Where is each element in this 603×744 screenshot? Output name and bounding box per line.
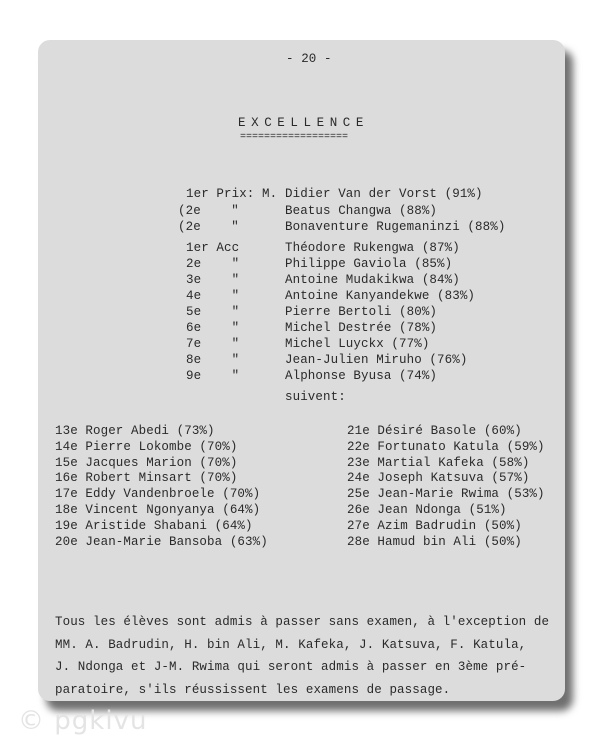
ranking-row: 19e Aristide Shabani (64%) — [55, 518, 253, 533]
paragraph-line: MM. A. Badrudin, H. bin Ali, M. Kafeka, J. Katsuva, F. Katula, — [55, 637, 527, 652]
rank-label: 6e " — [186, 321, 240, 335]
ranking-row: 16e Robert Minsart (70%) — [55, 471, 238, 486]
rank-name: Alphonse Byusa (74%) — [285, 369, 438, 383]
rank-name: Antoine Kanyandekwe (83%) — [285, 289, 476, 303]
rank-name: Pierre Bertoli (80%) — [285, 305, 438, 319]
ranking-row: 23e Martial Kafeka (58%) — [347, 455, 530, 470]
rank-label: 5e " — [186, 305, 240, 319]
rank-label: (2e " — [178, 204, 239, 218]
ranking-row: 18e Vincent Ngonyanya (64%) — [55, 503, 261, 517]
rank-label: 8e " — [186, 353, 240, 367]
rank-name: Beatus Changwa (88%) — [285, 204, 438, 218]
ranking-row: 22e Fortunato Katula (59%) — [347, 439, 545, 454]
title-underline: ================== — [240, 132, 349, 143]
rank-label: 1er Prix: M. — [186, 187, 278, 201]
paragraph-line: Tous les élèves sont admis à passer sans examen, à l'exception de — [55, 615, 550, 629]
ranking-row: 24e Joseph Katsuva (57%) — [347, 471, 530, 486]
paragraph-line: paratoire, s'ils réussissent les examens de passage. — [55, 682, 451, 697]
ranking-row: 13e Roger Abedi (73%) — [55, 424, 215, 438]
paragraph-line: J. Ndonga et J-M. Rwima qui seront admis à passer en 3ème pré- — [55, 660, 527, 674]
ranking-row: 28e Hamud bin Ali (50%) — [347, 534, 522, 549]
ranking-row: 15e Jacques Marion (70%) — [55, 455, 238, 470]
ranking-row: 21e Désiré Basole (60%) — [347, 424, 522, 438]
rank-label: 2e " — [186, 257, 240, 271]
page-title: EXCELLENCE — [238, 116, 370, 130]
rank-name: Philippe Gaviola (85%) — [285, 257, 453, 271]
rank-label: (2e " — [178, 220, 239, 234]
suivent-label: suivent: — [285, 390, 346, 404]
ranking-row: 26e Jean Ndonga (51%) — [347, 503, 507, 517]
rank-name: Bonaventure Rugemaninzi (88%) — [285, 220, 506, 234]
rank-name: Jean-Julien Miruho (76%) — [285, 353, 468, 367]
rank-label: 1er Acc — [186, 241, 240, 255]
ranking-row: 20e Jean-Marie Bansoba (63%) — [55, 534, 268, 549]
rank-name: Antoine Mudakikwa (84%) — [285, 273, 460, 287]
page-number: - 20 - — [286, 52, 332, 66]
rank-label: 9e " — [186, 369, 240, 383]
rank-label: 3e " — [186, 273, 240, 287]
rank-name: Michel Luyckx (77%) — [285, 337, 430, 351]
watermark: © pgkivu — [18, 706, 148, 736]
rank-label: 7e " — [186, 337, 240, 351]
ranking-row: 25e Jean-Marie Rwima (53%) — [347, 487, 545, 502]
ranking-row: 14e Pierre Lokombe (70%) — [55, 439, 238, 454]
ranking-row: 27e Azim Badrudin (50%) — [347, 518, 522, 533]
rank-name: Michel Destrée (78%) — [285, 321, 438, 335]
rank-name: Théodore Rukengwa (87%) — [285, 241, 460, 255]
ranking-row: 17e Eddy Vandenbroele (70%) — [55, 487, 261, 502]
rank-label: 4e " — [186, 289, 240, 303]
rank-name: Didier Van der Vorst (91%) — [285, 187, 483, 201]
